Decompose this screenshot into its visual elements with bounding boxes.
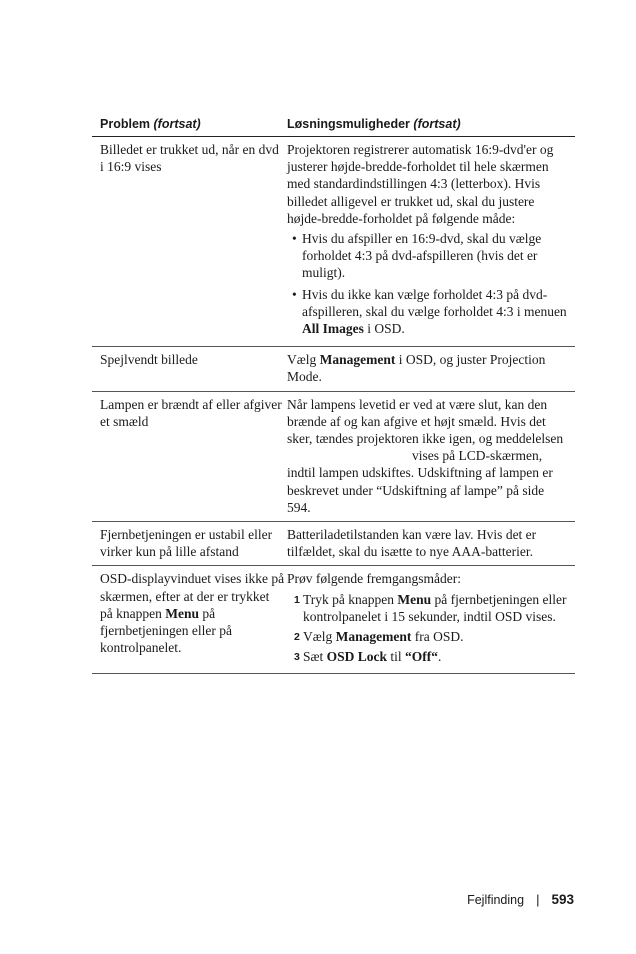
problem-cell: Fjernbetjeningen er ustabil eller virker kun på lille afstand <box>100 527 273 560</box>
step-text: . <box>438 649 442 665</box>
header-solution-text: Løsningsmuligheder <box>287 117 410 131</box>
list-item <box>287 648 571 665</box>
header-problem-text: Problem <box>100 117 151 131</box>
solution-cell <box>285 570 575 668</box>
step-text: Tryk på knappen <box>303 591 394 607</box>
page-number: 593 <box>551 892 574 907</box>
step-bold: Management <box>335 629 412 645</box>
problem-cell: Billedet er trukket ud, når en dvd i 16:9 vises <box>100 142 279 175</box>
solution-text: vises på LCD-skærmen, indtil lampen udskiftes. Udskiftning af lampen er beskrevet under “Udskiftning af lampe” på side 594. <box>287 448 553 515</box>
page-footer <box>467 892 574 907</box>
problem-cell: Lampen er brændt af eller afgiver et smæld <box>100 396 282 429</box>
solution-intro: Prøv følgende fremgangsmåder: <box>287 571 461 587</box>
header-solution <box>285 117 575 131</box>
problem-text: OSD-displayvinduet vises ikke på skærmen, efter at der er trykket på knappen <box>100 571 285 621</box>
list-item: • Hvis du afspiller en 16:9-dvd, skal du vælge forholdet 4:3 på dvd-afspilleren (hvis det er muligt). <box>292 231 542 281</box>
footer-section: Fejlfinding <box>467 892 525 907</box>
solution-bold: Management <box>319 352 396 368</box>
step-bold: OSD Lock <box>326 649 388 665</box>
problem-cell <box>92 570 285 668</box>
steps-list <box>287 591 571 666</box>
solution-cell <box>285 396 575 516</box>
bullet-text: Hvis du ikke kan vælge forholdet 4:3 på dvd-afspilleren, skal du vælge forholdet 4:3 i menuen <box>302 286 567 319</box>
table-header <box>92 112 575 137</box>
step-text: fra OSD. <box>414 629 464 645</box>
step-number: 3 <box>294 651 300 664</box>
header-problem-cont: (fortsat) <box>153 117 201 131</box>
list-item <box>287 591 571 625</box>
solution-text: Vælg <box>287 352 317 368</box>
step-number: 2 <box>294 631 300 644</box>
solution-text: Når lampens levetid er ved at være slut, kan den brænde af og kan afgive et højt smæld. Hvis det sker, tændes projektoren ikke igen, og meddelelsen <box>287 396 564 447</box>
header-problem <box>92 117 285 131</box>
list-item: • Hvis du ikke kan vælge forholdet 4:3 på dvd-afspilleren, skal du vælge forholdet 4:3 i menuen All Images i OSD. <box>292 286 567 337</box>
problem-cell: Spejlvendt billede <box>100 352 198 368</box>
list-item <box>287 628 571 645</box>
step-text: på fjernbetjeningen eller kontrolpanelet i 15 sekunder, indtil OSD vises. <box>303 591 567 624</box>
table-row <box>92 566 575 674</box>
solution-cell <box>285 351 575 385</box>
solution-cell: Batteriladetilstanden kan være lav. Hvis det er tilfældet, skal du isætte to nye AAA-batterier. <box>287 527 537 560</box>
step-bold: Menu <box>397 591 432 607</box>
bullet-text: Hvis du afspiller en 16:9-dvd, skal du vælge forholdet 4:3 på dvd-afspilleren (hvis det er muligt). <box>302 231 542 281</box>
bullet-list <box>287 230 571 337</box>
solution-text: i OSD, og juster Projection Mode. <box>287 352 546 385</box>
table-row <box>92 392 575 522</box>
table-row <box>92 522 575 566</box>
problem-text: på fjernbetjeningen eller på kontrolpanelet. <box>100 605 232 656</box>
table-row <box>92 347 575 391</box>
problem-bold: Menu <box>165 605 199 621</box>
step-text: Vælg <box>303 629 333 645</box>
bullet-tail: i OSD. <box>367 321 405 337</box>
step-text: til <box>390 649 402 665</box>
table-row <box>92 137 575 347</box>
step-bold: “Off“ <box>405 649 439 665</box>
troubleshooting-table <box>92 112 575 674</box>
step-number: 1 <box>294 593 300 606</box>
footer-separator: | <box>536 892 540 907</box>
header-solution-cont: (fortsat) <box>413 117 461 131</box>
step-text: Sæt <box>303 649 324 665</box>
solution-cell <box>285 141 575 341</box>
bullet-bold: All Images <box>302 321 364 337</box>
solution-text: Projektoren registrerer automatisk 16:9-dvd'er og justerer højde-bredde-forholdet til hele skærmen med standardindstillingen 4:3 (letterbox). Hvis billedet alligevel er trukket ud, skal du justere højde-bredde-forholdet på følgende måde: <box>287 142 554 226</box>
